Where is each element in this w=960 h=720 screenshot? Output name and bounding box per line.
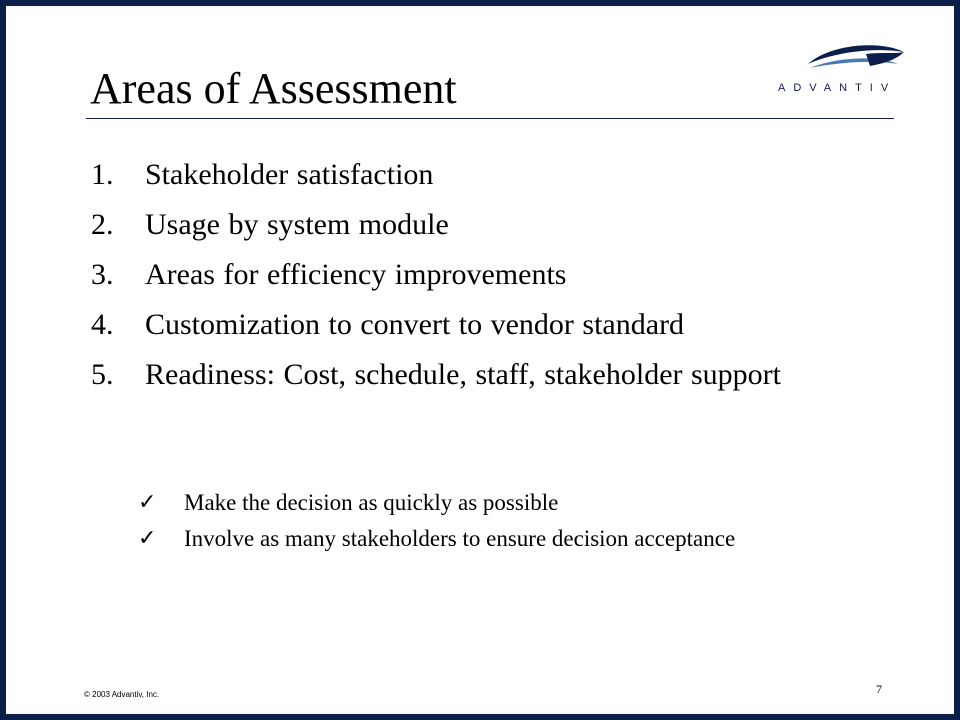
slide-title: Areas of Assessment	[90, 64, 457, 113]
list-item	[91, 204, 851, 246]
list-text: Customization to convert to vendor standard	[145, 308, 685, 341]
company-logo	[770, 42, 910, 102]
logo-wordmark: ADVANTIV	[778, 82, 897, 94]
list-text: Stakeholder satisfaction	[145, 158, 434, 191]
list-item	[91, 354, 851, 396]
advantiv-swoosh-icon	[770, 42, 910, 82]
list-number: 1.	[91, 158, 114, 191]
check-item	[138, 524, 838, 554]
checkmark-icon: ✓	[138, 490, 157, 515]
list-item	[91, 304, 851, 346]
check-text: Make the decision as quickly as possible	[184, 490, 559, 515]
list-text: Readiness: Cost, schedule, staff, stakeholder support	[145, 358, 781, 391]
checkmark-icon: ✓	[138, 526, 157, 551]
list-number: 5.	[91, 358, 114, 391]
list-text: Areas for efficiency improvements	[145, 258, 567, 291]
list-text: Usage by system module	[145, 208, 449, 241]
check-text: Involve as many stakeholders to ensure decision acceptance	[184, 526, 736, 551]
list-item	[91, 254, 851, 296]
page-number: 7	[876, 682, 882, 696]
recommendation-list	[138, 488, 838, 560]
list-number: 4.	[91, 308, 114, 341]
check-item	[138, 488, 838, 518]
list-item	[91, 154, 851, 196]
list-number: 3.	[91, 258, 114, 291]
copyright-notice: © 2003 Advantiv, Inc.	[84, 690, 160, 699]
assessment-list	[91, 154, 851, 404]
title-divider	[86, 118, 894, 119]
list-number: 2.	[91, 208, 114, 241]
